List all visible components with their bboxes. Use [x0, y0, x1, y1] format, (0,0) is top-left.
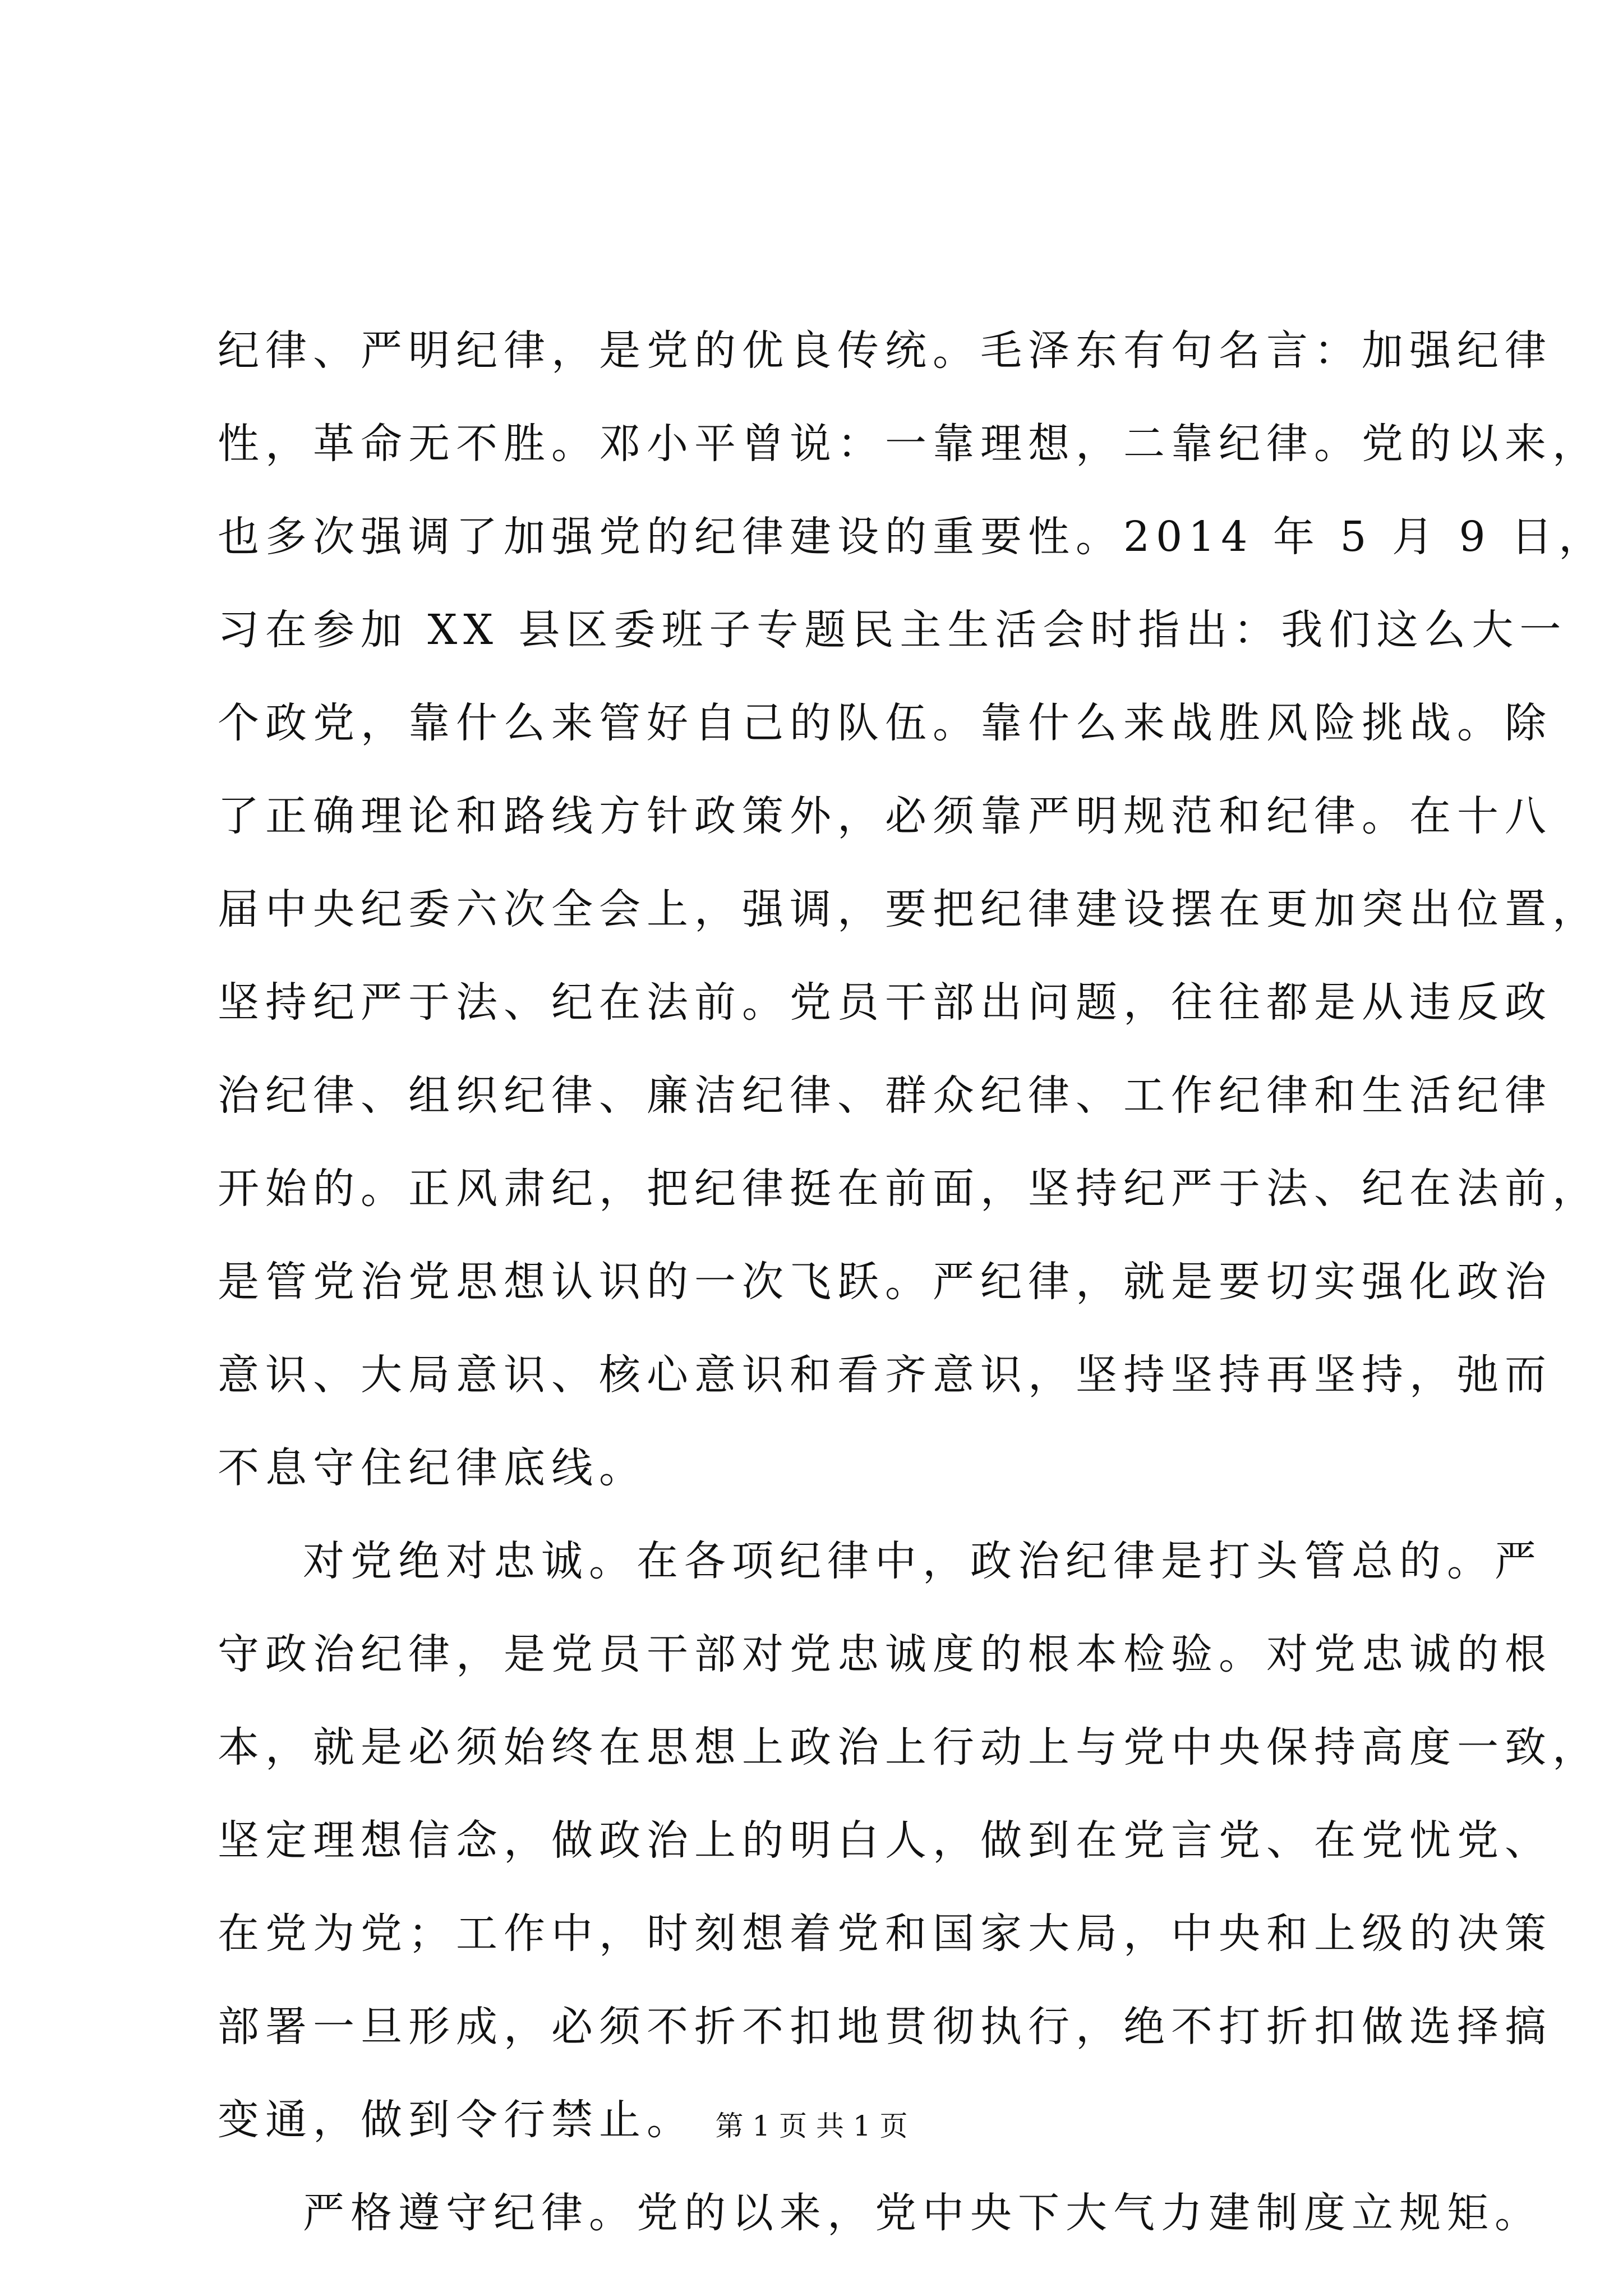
text-line: 坚持纪严于法、纪在法前。党员干部出问题，往往都是从违反政 [218, 978, 1552, 1027]
text-line: 在党为党；工作中，时刻想着党和国家大局，中央和上级的决策 [218, 1910, 1552, 1958]
text-line: 治纪律、组织纪律、廉洁纪律、群众纪律、工作纪律和生活纪律 [218, 1071, 1552, 1120]
paragraph-start-line: 对党绝对忠诚。在各项纪律中，政治纪律是打头管总的。严 [303, 1537, 1542, 1585]
text-line: 守政治纪律，是党员干部对党忠诚度的根本检验。对党忠诚的根 [218, 1630, 1552, 1678]
text-line: 性，革命无不胜。邓小平曾说：一靠理想，二靠纪律。党的以来， [218, 420, 1600, 468]
text-line: 习在参加 XX 县区委班子专题民主生活会时指出：我们这么大一 [218, 606, 1567, 654]
paragraph-end-line: 不息守住纪律底线。 [218, 1444, 647, 1492]
text-line: 意识、大局意识、核心意识和看齐意识，坚持坚持再坚持，弛而 [218, 1351, 1552, 1399]
text-line: 是管党治党思想认识的一次飞跃。严纪律，就是要切实强化政治 [218, 1258, 1552, 1306]
text-line: 届中央纪委六次全会上，强调，要把纪律建设摆在更加突出位置， [218, 885, 1600, 933]
paragraph-end-line: 变通，做到令行禁止。 [218, 2096, 694, 2144]
text-line: 坚定理想信念，做政治上的明白人，做到在党言党、在党忧党、 [218, 1816, 1552, 1865]
paragraph-start-line: 严格遵守纪律。党的以来，党中央下大气力建制度立规矩。 [303, 2189, 1542, 2237]
text-line: 部署一旦形成，必须不折不扣地贯彻执行，绝不打折扣做选择搞 [218, 2003, 1552, 2051]
text-line: 了正确理论和路线方针政策外，必须靠严明规范和纪律。在十八 [218, 792, 1552, 840]
document-body [218, 304, 1607, 2260]
text-line: 也多次强调了加强党的纪律建设的重要性。2014 年 5 月 9 日， [218, 513, 1607, 561]
text-line: 本，就是必须始终在思想上政治上行动上与党中央保持高度一致， [218, 1723, 1600, 1772]
text-line: 纪律、严明纪律，是党的优良传统。毛泽东有句名言：加强纪律 [218, 326, 1552, 375]
page-number-label: 第 1 页 共 1 页 [715, 2110, 908, 2142]
text-line: 个政党，靠什么来管好自己的队伍。靠什么来战胜风险挑战。除 [218, 699, 1552, 747]
text-line: 开始的。正风肃纪，把纪律挺在前面，坚持纪严于法、纪在法前， [218, 1165, 1600, 1213]
page-footer [0, 2106, 1623, 2146]
